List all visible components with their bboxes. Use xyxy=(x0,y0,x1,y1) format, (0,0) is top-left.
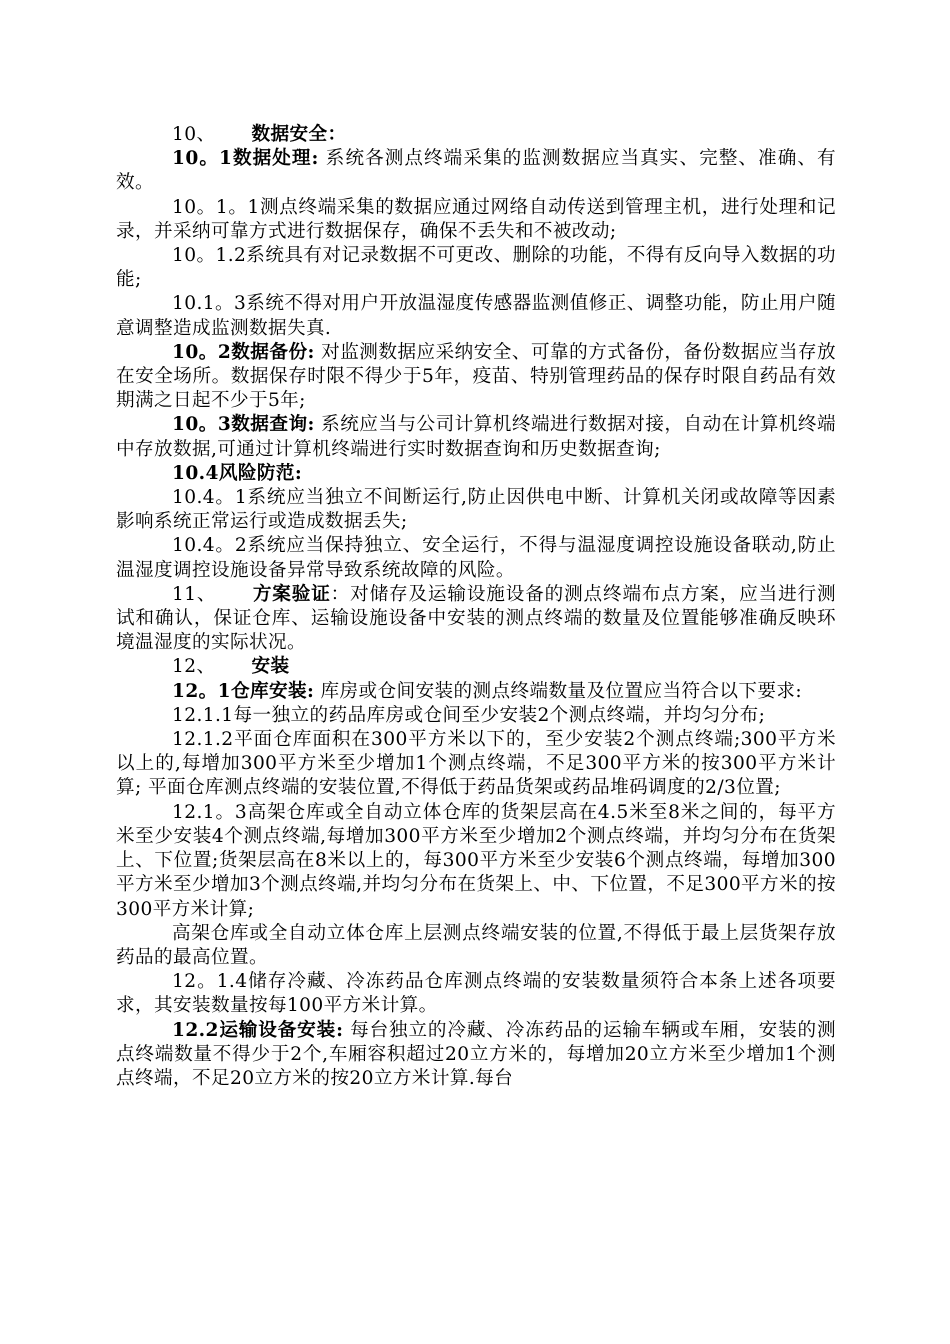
section-title: 方案验证 xyxy=(252,583,331,605)
section-number: 11、 xyxy=(172,583,217,605)
paragraph-text: 高架仓库或全自动立体仓库上层测点终端安装的位置,不得低于最上层货架存放药品的最高位置。 xyxy=(116,922,836,968)
paragraph-text: 12.1.2平面仓库面积在300平方米以下的，至少安装2个测点终端;300平方米以上的,每增加300平方米至少增加1个测点终端，不足300平方米的按300平方米计算; 平面仓库测点终端的安装位置,不得低于药品货架或药品堆码调度的2/3位置; xyxy=(116,729,836,799)
paragraph-text: 库房或仓间安装的测点终端数量及位置应当符合以下要求: xyxy=(314,680,803,702)
subsection-title: 10。3数据查询: xyxy=(172,414,315,436)
paragraph-text: 系统应当与公司计算机终端进行数据对接，自动在计算机终端中存放数据,可通过计算机终端进行实时数据查询和历史数据查询; xyxy=(116,414,836,460)
paragraph xyxy=(116,413,836,461)
paragraph xyxy=(116,970,836,1018)
paragraph-text: 10.1。3系统不得对用户开放温湿度传感器监测值修正、调整功能，防止用户随意调整造成监测数据失真. xyxy=(116,293,836,339)
subsection-title: 10。2数据备份: xyxy=(172,341,315,363)
paragraph xyxy=(116,147,836,195)
paragraph xyxy=(116,534,836,582)
paragraph xyxy=(116,801,836,922)
paragraph xyxy=(116,1019,836,1092)
heading-11 xyxy=(116,583,836,656)
paragraph-text: ：对储存及运输设施设备的测点终端布点方案，应当进行测试和确认，保证仓库、运输设施设备中安装的测点终端的数量及位置能够准确反映环境温湿度的实际状况。 xyxy=(116,583,836,654)
paragraph-text: 10。1.2系统具有对记录数据不可更改、删除的功能，不得有反向导入数据的功能; xyxy=(116,245,836,291)
paragraph-text: 每台独立的冷藏、冷冻药品的运输车辆或车厢，安装的测点终端数量不得少于2个,车厢容积超过20立方米的，每增加20立方米至少增加1个测点终端，不足20立方米的按20立方米计算.每台 xyxy=(116,1019,836,1089)
paragraph xyxy=(116,486,836,534)
subsection-title: 10。1数据处理: xyxy=(172,148,319,170)
paragraph-text: 对监测数据应采纳安全、可靠的方式备份，备份数据应当存放在安全场所。数据保存时限不得少于5年，疫苗、特别管理药品的保存时限自药品有效期满之日起不少于5年; xyxy=(116,341,836,412)
heading-12 xyxy=(116,655,836,679)
paragraph-text: 12.1。3高架仓库或全自动立体仓库的货架层高在4.5米至8米之间的，每平方米至少安装4个测点终端,每增加300平方米至少增加2个测点终端，并均匀分布在货架上、下位置;货架层高在8米以上的，每300平方米至少安装6个测点终端，每增加300平方米至少增加3个测点终端,并均匀分布在货架上、中、下位置，不足300平方米的按300平方米计算; xyxy=(116,801,837,920)
paragraph-text: 10.4。2系统应当保持独立、安全运行，不得与温湿度调控设施设备联动,防止温湿度调控设施设备异常导致系统故障的风险。 xyxy=(116,535,836,581)
document-body xyxy=(116,123,836,1091)
section-number: 10、 xyxy=(172,124,216,145)
paragraph-text: 12.1.1每一独立的药品库房或仓间至少安装2个测点终端，并均匀分布; xyxy=(172,704,766,726)
paragraph xyxy=(116,704,836,728)
paragraph-text: 10。1。1测点终端采集的数据应通过网络自动传送到管理主机，进行处理和记录，并采纳可靠方式进行数据保存，确保不丢失和不被改动; xyxy=(116,196,836,242)
paragraph xyxy=(116,462,836,486)
paragraph xyxy=(116,680,836,704)
paragraph-text: 系统各测点终端采集的监测数据应当真实、完整、准确、有效。 xyxy=(116,148,836,194)
subsection-title: 12。1仓库安装: xyxy=(172,680,315,702)
subsection-title: 12.2运输设备安装: xyxy=(172,1019,344,1041)
paragraph xyxy=(116,728,836,801)
section-number: 12、 xyxy=(172,656,216,678)
paragraph xyxy=(116,196,836,244)
paragraph xyxy=(116,341,836,414)
section-title: 安装 xyxy=(251,656,290,678)
paragraph xyxy=(116,922,836,970)
paragraph xyxy=(116,292,836,340)
subsection-title: 10.4风险防范: xyxy=(172,462,303,484)
paragraph-text: 12。1.4储存冷藏、冷冻药品仓库测点终端的安装数量须符合本条上述各项要求，其安装数量按每100平方米计算。 xyxy=(116,971,836,1017)
heading-10 xyxy=(116,123,836,147)
paragraph xyxy=(116,244,836,292)
section-title: 数据安全： xyxy=(251,124,347,145)
paragraph-text: 10.4。1系统应当独立不间断运行,防止因供电中断、计算机关闭或故障等因素影响系统正常运行或造成数据丢失; xyxy=(116,487,836,533)
